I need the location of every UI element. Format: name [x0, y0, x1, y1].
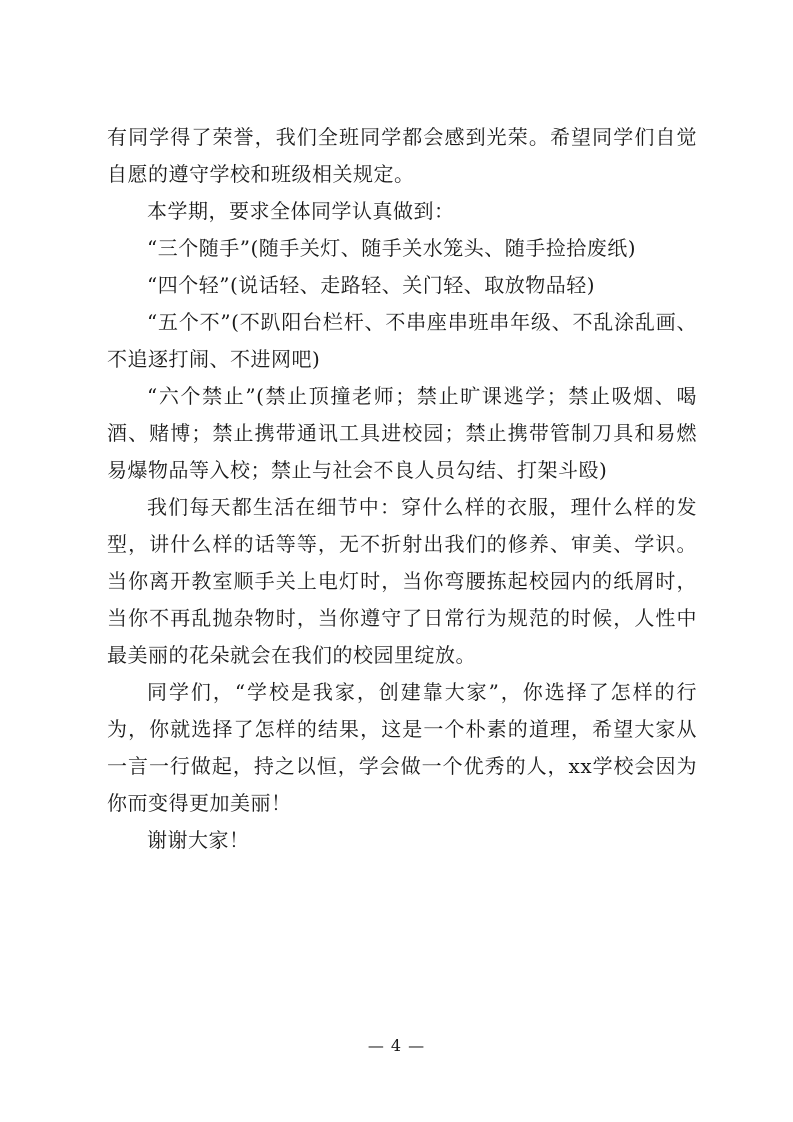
paragraph-six-prohibitions: “六个禁止”(禁止顶撞老师；禁止旷课逃学；禁止吸烟、喝酒、赌博；禁止携带通讯工具进校园；禁止携带管制刀具和易燃易爆物品等入校；禁止与社会不良人员勾结、打架斗殴)	[107, 384, 697, 482]
paragraph-semester-requirements: 本学期，要求全体同学认真做到：	[147, 199, 455, 223]
page-number: — 4 —	[367, 1036, 426, 1055]
document-body	[107, 119, 697, 859]
paragraph-three-hands: “三个随手”(随手关灯、随手关水笼头、随手捡拾废纸)	[147, 236, 637, 260]
paragraph-details: 我们每天都生活在细节中：穿什么样的衣服，理什么样的发型，讲什么样的话等等，无不折射出我们的修养、审美、学识。当你离开教室顺手关上电灯时，当你弯腰拣起校园内的纸屑时，当你不再乱抛杂物时，当你遵守了日常行为规范的时候，人性中最美丽的花朵就会在我们的校园里绽放。	[107, 495, 697, 667]
paragraph-five-nots: “五个不”(不趴阳台栏杆、不串座串班串年级、不乱涂乱画、不追逐打闹、不进网吧)	[107, 310, 697, 371]
paragraph-four-light: “四个轻”(说话轻、走路轻、关门轻、取放物品轻)	[147, 273, 596, 297]
paragraph-school-home: 同学们，“学校是我家，创建靠大家”，你选择了怎样的行为，你就选择了怎样的结果，这是一个朴素的道理，希望大家从一言一行做起，持之以恒，学会做一个优秀的人，xx学校会因为你而变得更加美丽！	[107, 680, 697, 815]
paragraph-honor: 有同学得了荣誉，我们全班同学都会感到光荣。希望同学们自觉自愿的遵守学校和班级相关规定。	[107, 125, 697, 186]
paragraph-thanks: 谢谢大家！	[147, 828, 250, 852]
